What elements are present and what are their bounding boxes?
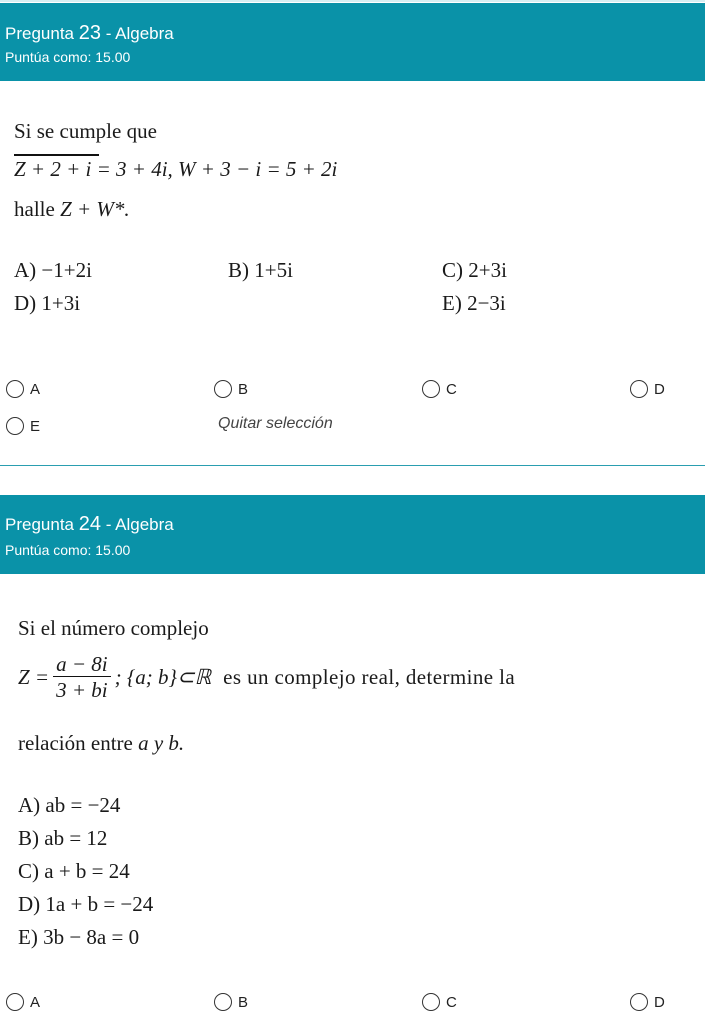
question-24-title: Pregunta 24 - Algebra (5, 513, 174, 535)
q23-radio-b[interactable]: B (214, 380, 248, 398)
question-23-title: Pregunta 23 - Algebra (5, 22, 174, 44)
q24-radio-d[interactable]: D (630, 993, 665, 1011)
q24-option-b: B) ab = 12 (18, 826, 108, 850)
q24-option-a: A) ab = −24 (18, 793, 121, 817)
radio-circle[interactable] (214, 380, 232, 398)
question-divider (0, 465, 705, 466)
question-24-header (0, 495, 705, 574)
q24-radio-a[interactable]: A (6, 993, 40, 1011)
q24-radio-b[interactable]: B (214, 993, 248, 1011)
radio-circle[interactable] (6, 993, 24, 1011)
q24-option-e: E) 3b − 8a = 0 (18, 925, 140, 949)
question-23-header (0, 3, 705, 81)
q24-statement-line3: relación entre a y b. (18, 731, 185, 755)
q23-equation-text: Z + 2 + i = 3 + 4i, W + 3 − i = 5 + 2i (14, 157, 338, 181)
radio-circle[interactable] (422, 380, 440, 398)
q23-radio-e[interactable]: E (6, 417, 40, 435)
radio-circle[interactable] (214, 993, 232, 1011)
q24-radio-c[interactable]: C (422, 993, 457, 1011)
q24-statement-line2: Z = $\frac{a - 8i}{3 + bi}$ ; {a; b}⊂ℝ es un complejo real, determine la (18, 652, 516, 702)
q23-option-a: A) −1+2i (14, 258, 92, 282)
radio-circle[interactable] (6, 380, 24, 398)
question-23-score: Puntúa como: 15.00 (5, 49, 131, 65)
q23-statement-line3: halle Z + W*. (14, 197, 130, 221)
q23-statement-line1: Si se cumple que (14, 119, 157, 143)
radio-circle[interactable] (630, 380, 648, 398)
clear-selection-link[interactable]: Quitar selección (218, 415, 333, 432)
radio-circle[interactable] (630, 993, 648, 1011)
radio-circle[interactable] (6, 417, 24, 435)
q23-option-b: B) 1+5i (228, 258, 293, 282)
question-24-score: Puntúa como: 15.00 (5, 542, 131, 558)
q23-radio-a[interactable]: A (6, 380, 40, 398)
q23-radio-d[interactable]: D (630, 380, 665, 398)
q24-option-d: D) 1a + b = −24 (18, 892, 154, 916)
q23-conjugate-bar (14, 154, 99, 156)
radio-circle[interactable] (422, 993, 440, 1011)
q24-statement-line1: Si el número complejo (18, 616, 209, 640)
q23-equation (14, 157, 337, 182)
q23-option-d: D) 1+3i (14, 291, 81, 315)
top-border (0, 0, 705, 2)
q24-option-c: C) a + b = 24 (18, 859, 130, 883)
q24-fraction: $\frac{a - 8i}{3 + bi}$ (53, 652, 111, 703)
q23-option-e: E) 2−3i (442, 291, 506, 315)
q23-radio-c[interactable]: C (422, 380, 457, 398)
q23-option-c: C) 2+3i (442, 258, 507, 282)
